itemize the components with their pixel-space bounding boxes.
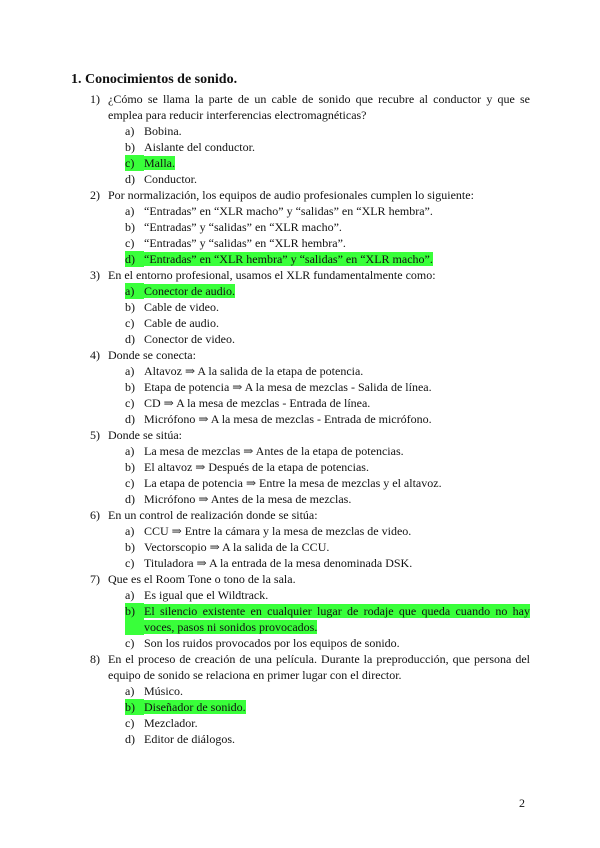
option-item — [125, 443, 530, 459]
option-item — [125, 539, 530, 555]
answer-text: “Entradas” y “salidas” en “XLR hembra”. — [144, 236, 346, 250]
option-letter: a) — [125, 364, 135, 378]
option-text — [144, 683, 530, 699]
option-item — [125, 203, 530, 219]
option-text — [144, 331, 530, 347]
question-row — [90, 651, 530, 683]
answer-text: Altavoz ⇒ A la salida de la etapa de potencia. — [144, 364, 364, 378]
option-item — [125, 395, 530, 411]
question-number: 3) — [90, 268, 100, 282]
option-text — [144, 715, 530, 731]
question-number: 5) — [90, 428, 100, 442]
option-text — [144, 171, 530, 187]
question-row — [90, 187, 530, 203]
option-letter: d) — [125, 492, 135, 506]
option-text — [144, 603, 530, 635]
option-letter: b) — [125, 380, 135, 394]
option-letter: a) — [125, 684, 135, 698]
option-letter: c) — [125, 316, 135, 330]
answer-text: Micrófono ⇒ A la mesa de mezclas - Entrada de micrófono. — [144, 412, 432, 426]
question-text: En el proceso de creación de una película. Durante la preproducción, que persona del equipo de sonido se relaciona en primer lugar con el director. — [108, 652, 530, 682]
option-text — [144, 379, 530, 395]
option-item — [125, 219, 530, 235]
answer-text: Cable de audio. — [144, 316, 219, 330]
answer-text: “Entradas” en “XLR macho” y “salidas” en “XLR hembra”. — [144, 204, 433, 218]
option-text — [144, 203, 530, 219]
option-text — [144, 235, 530, 251]
highlighted-answer: Conector de audio. — [144, 284, 235, 298]
question-text: ¿Cómo se llama la parte de un cable de sonido que recubre al conductor y que se emplea para reducir interferencias electromagnéticas? — [108, 92, 530, 122]
option-letter: b) — [125, 540, 135, 554]
option-item — [125, 315, 530, 331]
option-text — [144, 139, 530, 155]
option-list — [125, 587, 530, 651]
option-letter: b) — [125, 460, 135, 474]
question-text: Donde se conecta: — [108, 348, 196, 362]
answer-text: Vectorscopio ⇒ A la salida de la CCU. — [144, 540, 330, 554]
answer-text: Es igual que el Wildtrack. — [144, 588, 269, 602]
question-number: 2) — [90, 188, 100, 202]
option-text — [144, 587, 530, 603]
question-item — [90, 187, 530, 267]
option-letter: c) — [125, 396, 135, 410]
option-text — [144, 395, 530, 411]
question-text: En un control de realización donde se sitúa: — [108, 508, 318, 522]
option-item-correct — [125, 251, 530, 267]
option-letter: b) — [125, 699, 144, 715]
option-item — [125, 139, 530, 155]
option-text — [144, 635, 530, 651]
answer-text: Editor de diálogos. — [144, 732, 235, 746]
question-text: En el entorno profesional, usamos el XLR fundamentalmente como: — [108, 268, 436, 282]
question-row — [90, 91, 530, 123]
option-letter: a) — [125, 124, 135, 138]
answer-text: Conector de video. — [144, 332, 235, 346]
option-text — [144, 283, 530, 299]
option-item — [125, 459, 530, 475]
option-letter: c) — [125, 636, 135, 650]
answer-text: Cable de video. — [144, 300, 219, 314]
answer-text: Músico. — [144, 684, 183, 698]
option-letter: b) — [125, 140, 135, 154]
option-list — [125, 683, 530, 747]
answer-text: El altavoz ⇒ Después de la etapa de potencias. — [144, 460, 369, 474]
option-text — [144, 363, 530, 379]
option-letter: c) — [125, 476, 135, 490]
option-item — [125, 235, 530, 251]
question-row — [90, 507, 530, 523]
option-letter: a) — [125, 588, 135, 602]
option-letter: d) — [125, 251, 144, 267]
option-list — [125, 123, 530, 187]
option-item — [125, 331, 530, 347]
question-text: Por normalización, los equipos de audio profesionales cumplen lo siguiente: — [108, 188, 474, 202]
highlighted-answer: Malla. — [144, 156, 175, 170]
answer-text: CCU ⇒ Entre la cámara y la mesa de mezclas de video. — [144, 524, 412, 538]
question-list — [90, 91, 530, 747]
option-item — [125, 475, 530, 491]
highlighted-answer: “Entradas” en “XLR hembra” y “salidas” en “XLR macho”. — [144, 252, 433, 266]
option-text — [144, 523, 530, 539]
option-letter: c) — [125, 716, 135, 730]
option-text — [144, 123, 530, 139]
option-letter: c) — [125, 556, 135, 570]
option-letter: c) — [125, 155, 144, 171]
option-item — [125, 731, 530, 747]
answer-text: Bobina. — [144, 124, 182, 138]
option-letter: b) — [125, 603, 144, 635]
option-list — [125, 443, 530, 507]
highlighted-answer: El silencio existente en cualquier lugar de rodaje que queda cuando no hay voces, pasos ni sonidos provocados. — [144, 604, 530, 634]
question-number: 8) — [90, 652, 100, 666]
option-item — [125, 171, 530, 187]
question-text: Donde se sitúa: — [108, 428, 182, 442]
option-item — [125, 411, 530, 427]
question-item — [90, 507, 530, 571]
option-item-correct — [125, 283, 530, 299]
answer-text: “Entradas” y “salidas” en “XLR macho”. — [144, 220, 342, 234]
option-text — [144, 315, 530, 331]
option-item — [125, 123, 530, 139]
option-list — [125, 283, 530, 347]
option-letter: a) — [125, 444, 135, 458]
option-letter: d) — [125, 412, 135, 426]
option-text — [144, 299, 530, 315]
question-item — [90, 91, 530, 187]
option-letter: d) — [125, 332, 135, 346]
answer-text: Etapa de potencia ⇒ A la mesa de mezclas - Salida de línea. — [144, 380, 432, 394]
option-text — [144, 411, 530, 427]
question-row — [90, 427, 530, 443]
option-letter: d) — [125, 172, 135, 186]
answer-text: La etapa de potencia ⇒ Entre la mesa de mezclas y el altavoz. — [144, 476, 442, 490]
answer-text: Conductor. — [144, 172, 197, 186]
option-text — [144, 155, 530, 171]
answer-text: Aislante del conductor. — [144, 140, 255, 154]
answer-text: CD ⇒ A la mesa de mezclas - Entrada de línea. — [144, 396, 371, 410]
option-letter: c) — [125, 236, 135, 250]
option-list — [125, 363, 530, 427]
question-item — [90, 571, 530, 651]
option-letter: a) — [125, 204, 135, 218]
option-text — [144, 699, 530, 715]
option-text — [144, 219, 530, 235]
option-list — [125, 523, 530, 571]
answer-text: La mesa de mezclas ⇒ Antes de la etapa de potencias. — [144, 444, 404, 458]
answer-text: Son los ruidos provocados por los equipos de sonido. — [144, 636, 400, 650]
question-row — [90, 571, 530, 587]
option-text — [144, 731, 530, 747]
option-letter: d) — [125, 732, 135, 746]
option-item — [125, 299, 530, 315]
question-row — [90, 347, 530, 363]
option-list — [125, 203, 530, 267]
option-item-correct — [125, 603, 530, 635]
option-item — [125, 715, 530, 731]
answer-text: Mezclador. — [144, 716, 198, 730]
option-letter: b) — [125, 220, 135, 234]
option-item — [125, 555, 530, 571]
option-text — [144, 491, 530, 507]
question-item — [90, 347, 530, 427]
option-item — [125, 363, 530, 379]
option-text — [144, 443, 530, 459]
option-item-correct — [125, 155, 530, 171]
option-item — [125, 491, 530, 507]
question-number: 7) — [90, 572, 100, 586]
question-item — [90, 267, 530, 347]
section-title: 1. Conocimientos de sonido. — [71, 72, 238, 87]
option-item — [125, 523, 530, 539]
highlighted-answer: Diseñador de sonido. — [144, 700, 246, 714]
question-number: 4) — [90, 348, 100, 362]
option-text — [144, 555, 530, 571]
question-item — [90, 651, 530, 747]
question-item — [90, 427, 530, 507]
option-item — [125, 587, 530, 603]
option-item-correct — [125, 699, 530, 715]
option-text — [144, 475, 530, 491]
question-number: 1) — [90, 92, 100, 106]
option-text — [144, 251, 530, 267]
option-text — [144, 539, 530, 555]
page-number: 2 — [519, 796, 525, 810]
question-row — [90, 267, 530, 283]
option-letter: a) — [125, 524, 135, 538]
option-item — [125, 683, 530, 699]
question-text: Que es el Room Tone o tono de la sala. — [108, 572, 296, 586]
question-number: 6) — [90, 508, 100, 522]
answer-text: Tituladora ⇒ A la entrada de la mesa denominada DSK. — [144, 556, 413, 570]
option-letter: b) — [125, 300, 135, 314]
option-letter: a) — [125, 283, 144, 299]
option-text — [144, 459, 530, 475]
option-item — [125, 379, 530, 395]
option-item — [125, 635, 530, 651]
answer-text: Micrófono ⇒ Antes de la mesa de mezclas. — [144, 492, 352, 506]
